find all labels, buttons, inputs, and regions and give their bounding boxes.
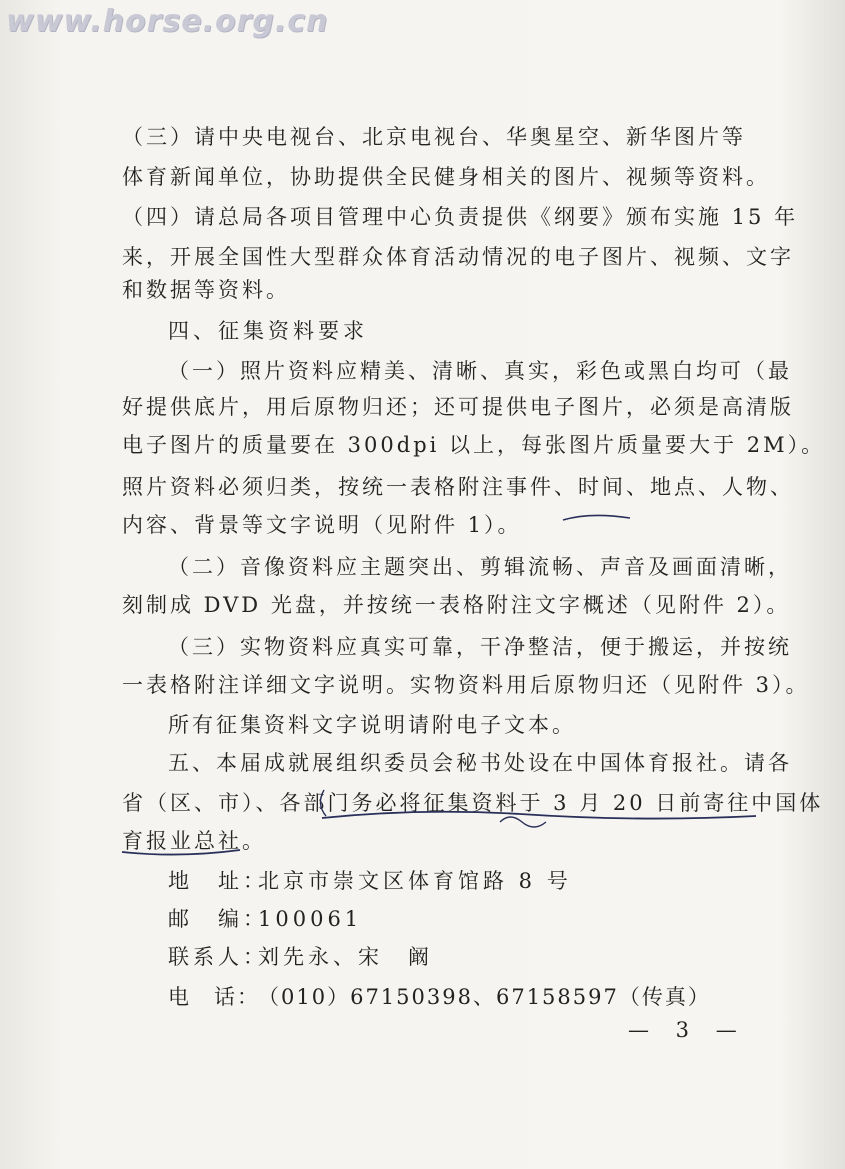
requirement-1-line-2: 好提供底片，用后原物归还；还可提供电子图片，必须是高清版 bbox=[122, 395, 794, 419]
paragraph-3-line-2: 体育新闻单位，协助提供全民健身相关的图片、视频等资料。 bbox=[122, 165, 770, 189]
requirement-1-line-3: 电子图片的质量要在 300dpi 以上，每张图片质量要大于 2M）。 bbox=[122, 433, 826, 457]
section-5-line-1: 五、本届成就展组织委员会秘书处设在中国体育报社。请各 bbox=[168, 751, 792, 775]
watermark: www.horse.org.cn bbox=[6, 4, 329, 39]
phone-row bbox=[168, 982, 788, 1012]
page-number: — 3 — bbox=[628, 1018, 747, 1042]
requirement-3-line-1: （三）实物资料应真实可靠，干净整洁，便于搬运，并按统 bbox=[168, 635, 792, 659]
contact-person-row bbox=[168, 942, 788, 972]
phone-label: 电 话： bbox=[168, 985, 260, 1009]
section-5-line-3: 育报业总社。 bbox=[122, 829, 266, 853]
postcode-label: 邮 编： bbox=[168, 907, 268, 931]
requirement-2-line-2: 刻制成 DVD 光盘，并按统一表格附注文字概述（见附件 2）。 bbox=[122, 593, 791, 617]
section-5-line-2: 省（区、市）、各部门务必将征集资料于 3 月 20 日前寄往中国体 bbox=[122, 791, 824, 815]
address-row bbox=[168, 866, 788, 896]
requirement-3-line-2: 一表格附注详细文字说明。实物资料用后原物归还（见附件 3）。 bbox=[122, 673, 810, 697]
address-label: 地 址： bbox=[168, 869, 268, 893]
paragraph-4-line-1: （四）请总局各项目管理中心负责提供《纲要》颁布实施 15 年 bbox=[122, 205, 799, 229]
requirement-2-line-1: （二）音像资料应主题突出、剪辑流畅、声音及画面清晰， bbox=[168, 555, 792, 579]
postcode-value: 100061 bbox=[258, 907, 363, 931]
contact-person-value: 刘先永、宋 阚 bbox=[258, 945, 433, 969]
requirement-1-line-4: 照片资料必须归类，按统一表格附注事件、时间、地点、人物、 bbox=[122, 475, 794, 499]
paragraph-3-line-1: （三）请中央电视台、北京电视台、华奥星空、新华图片等 bbox=[122, 125, 746, 149]
section-4-heading: 四、征集资料要求 bbox=[168, 319, 368, 343]
address-value: 北京市崇文区体育馆路 8 号 bbox=[258, 869, 572, 893]
requirement-1-line-5: 内容、背景等文字说明（见附件 1）。 bbox=[122, 513, 522, 537]
contact-person-label: 联系人： bbox=[168, 945, 268, 969]
postcode-row bbox=[168, 904, 788, 934]
phone-value: （010）67150398、67158597（传真） bbox=[258, 985, 711, 1009]
requirement-1-line-1: （一）照片资料应精美、清晰、真实，彩色或黑白均可（最 bbox=[168, 359, 792, 383]
paragraph-4-line-2: 来，开展全国性大型群众体育活动情况的电子图片、视频、文字 bbox=[122, 245, 794, 269]
paragraph-4-line-3: 和数据等资料。 bbox=[122, 278, 290, 302]
requirement-4-line: 所有征集资料文字说明请附电子文本。 bbox=[168, 713, 576, 737]
